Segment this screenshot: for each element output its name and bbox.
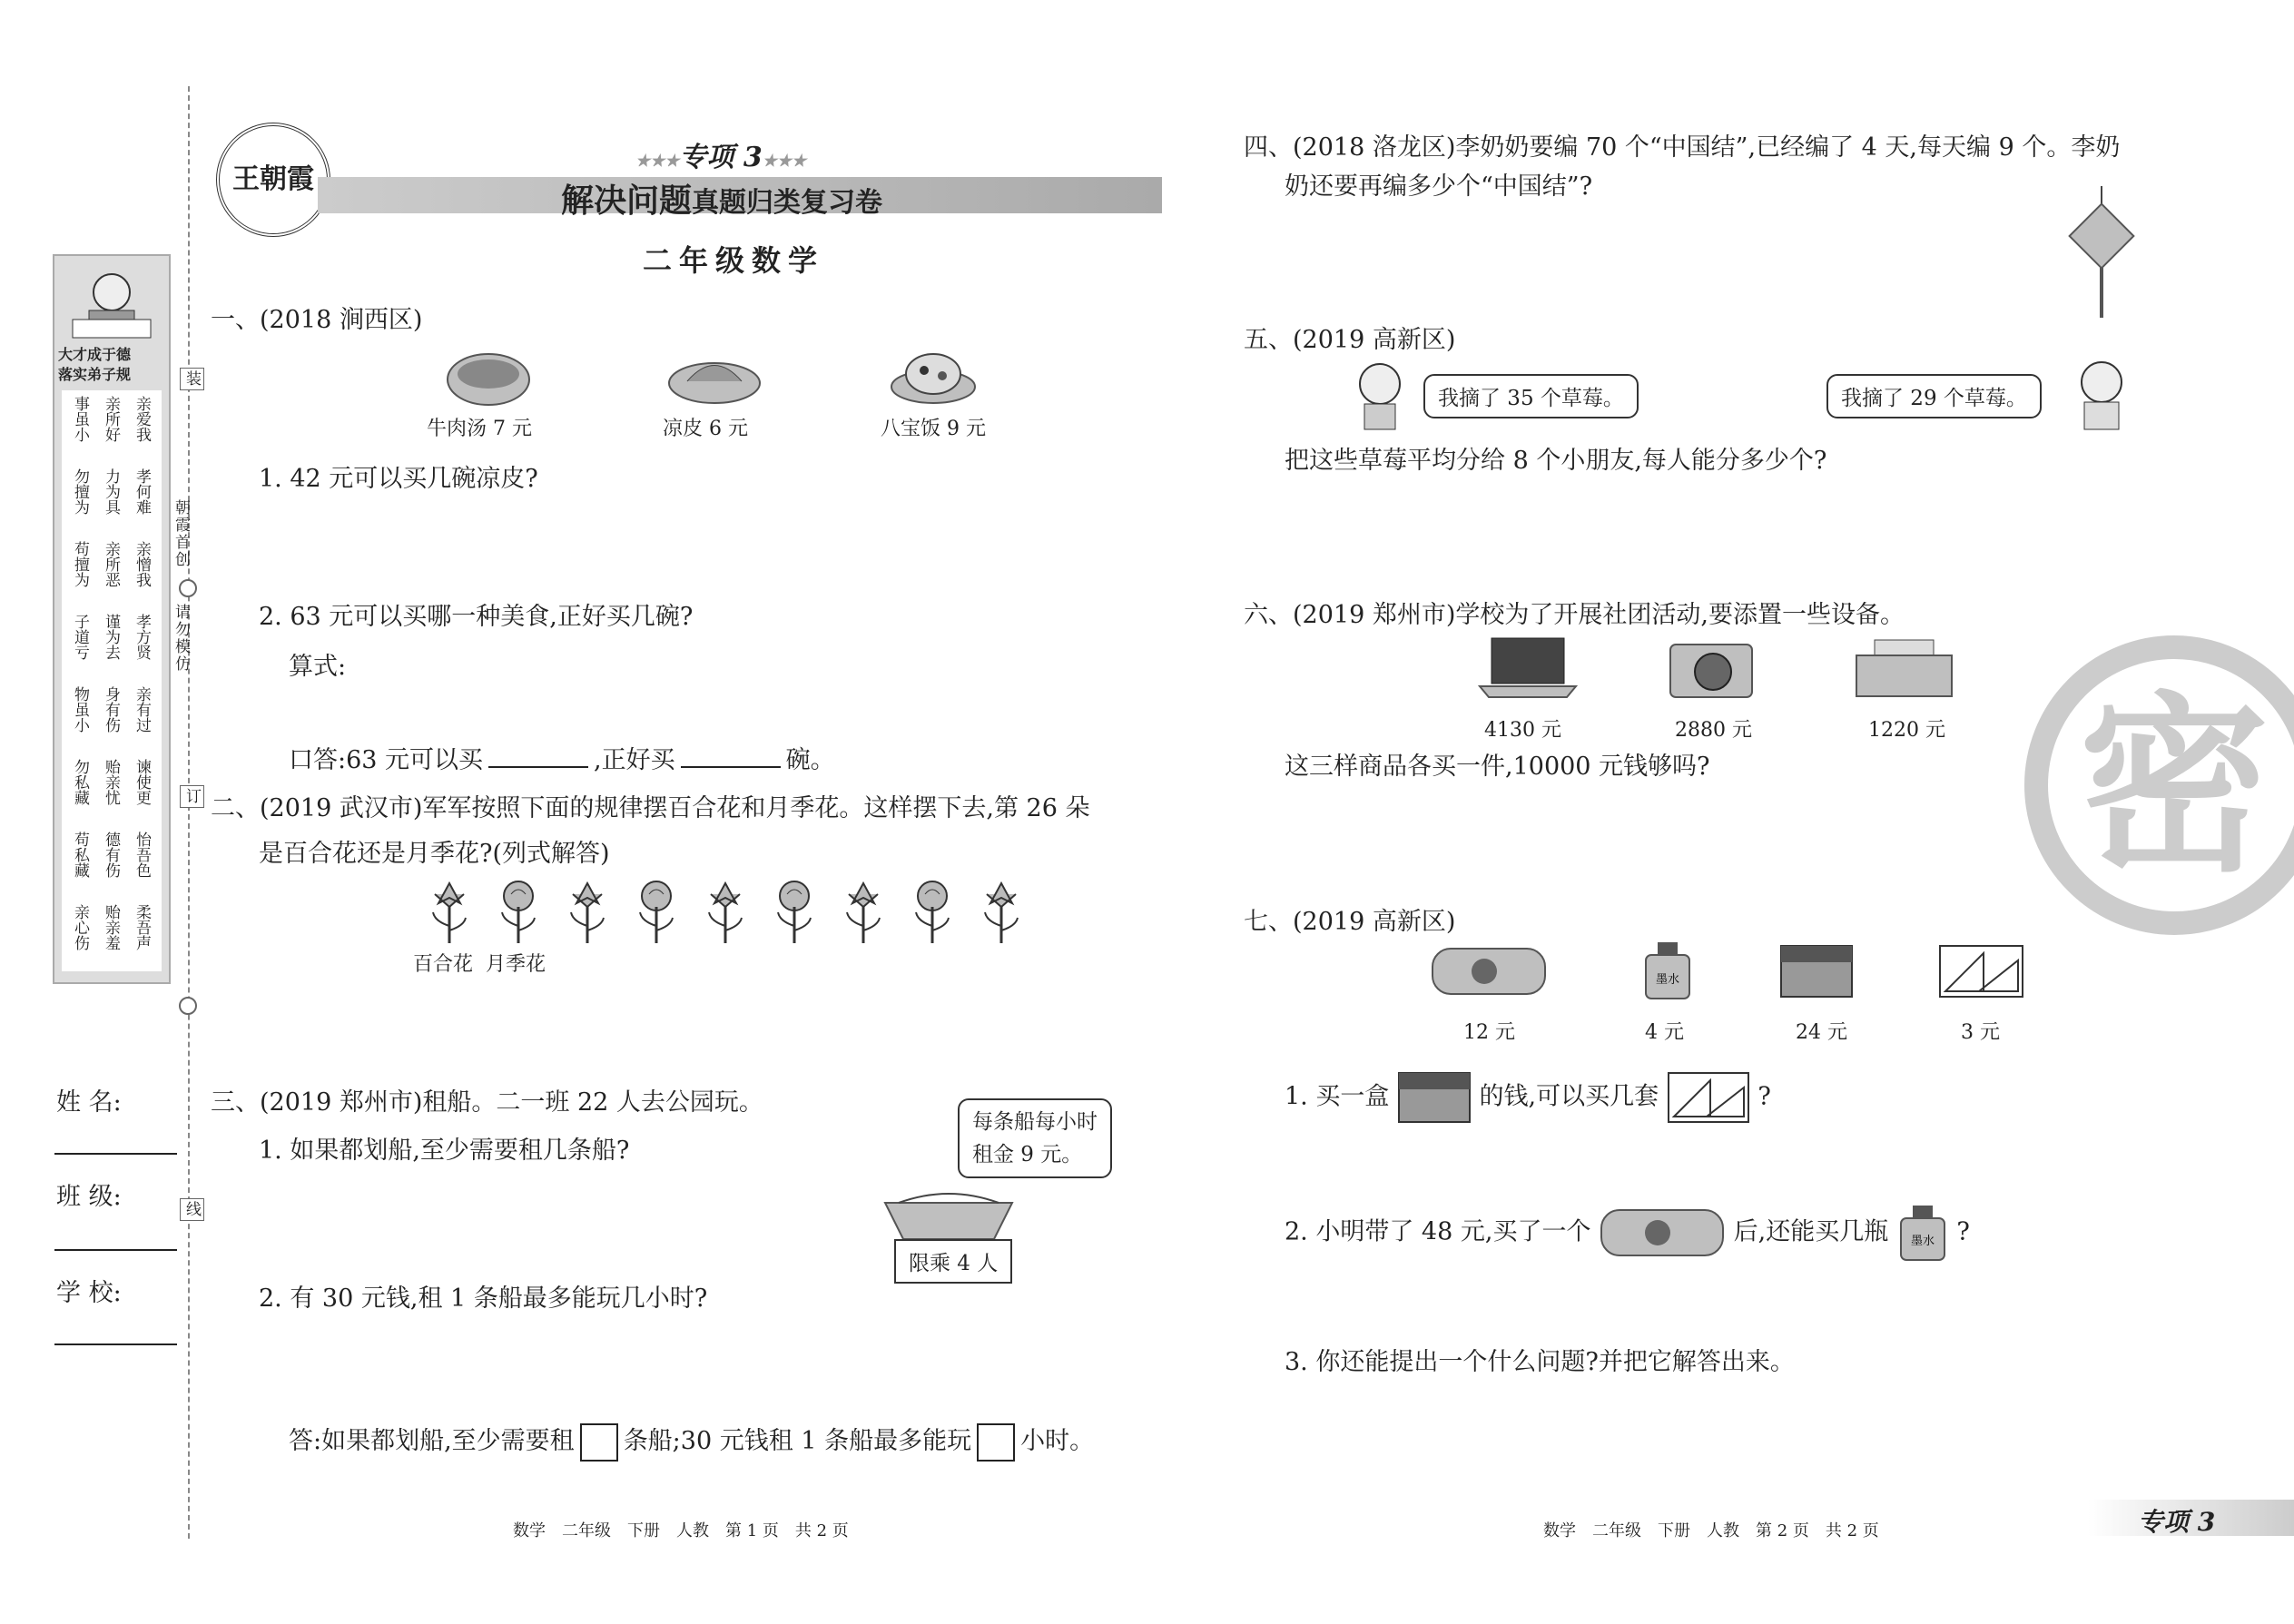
price-triangles: 3 元 [1961,1021,2000,1044]
q2-head: 二、(2019 武汉市)军军按照下面的规律摆百合花和月季花。这样摆下去,第 26 朵 [211,794,1090,822]
verse-cell: 贻亲忧 [102,759,120,805]
price-laptop: 4130 元 [1484,719,1561,742]
rice-pudding-icon [888,343,979,407]
verse-cell: 力为具 [102,468,120,515]
price-ink: 4 元 [1645,1021,1684,1044]
svg-text:墨水: 墨水 [1910,1234,1935,1247]
school-label: 学 校: [56,1279,122,1307]
verse-cell: 苟擅为 [71,541,89,587]
binding-line [188,86,190,1539]
verse-cell: 亲憎我 [133,541,151,587]
binding-hole-1 [179,579,197,597]
binding-mark-3: 线 [180,1198,204,1221]
svg-text:墨水: 墨水 [1655,972,1680,986]
verse-grid [62,390,162,971]
answer-blank-food[interactable] [488,766,588,768]
q4-line2: 奶还要再编多少个“中国结”? [1285,172,1593,201]
school-field[interactable] [54,1343,177,1345]
triangle-set-inline-icon [1667,1071,1750,1124]
q4-head: 四、(2018 洛龙区)李奶奶要编 70 个“中国结”,已经编了 4 天,每天编 9 个。李奶 [1244,133,2121,162]
price-crayons: 24 元 [1796,1021,1847,1044]
verse-cell: 亲心伤 [71,904,89,950]
edge-note-1: 朝霞首创 [172,499,190,568]
verse-cell: 亲爱我 [133,396,151,442]
verse-cell: 怡吾色 [133,832,151,878]
verse-cell: 孝方贤 [133,614,151,660]
subtitle: 二年级数学 [643,243,825,278]
q5-head: 五、(2019 高新区) [1244,326,1456,354]
edge-note-2: 请勿模仿 [172,604,190,673]
footer-left: 数学 二年级 下册 人教 第 1 页 共 2 页 [513,1521,849,1540]
q3-answer: 答:如果都划船,至少需要租 条船;30 元钱租 1 条船最多能玩 小时。 [289,1421,1094,1462]
answer-blank-bowls[interactable] [681,766,781,768]
class-field[interactable] [54,1249,177,1251]
verse-cell: 贻亲羞 [102,904,120,950]
q7-sub3: 3. 你还能提出一个什么问题?并把它解答出来。 [1285,1348,1795,1376]
q1-sub1: 1. 42 元可以买几碗凉皮? [259,465,538,493]
q7-head: 七、(2019 高新区) [1244,908,1456,936]
q1-sub2: 2. 63 元可以买哪一种美食,正好买几碗? [259,603,694,631]
boy-icon [1348,359,1412,431]
beef-soup-icon [443,345,534,408]
q3-sub1: 1. 如果都划船,至少需要租几条船? [259,1137,630,1165]
pencil-case-icon [1430,944,1548,999]
verse-cell: 身有伤 [102,686,120,733]
q3-head: 三、(2019 郑州市)租船。二一班 22 人去公园玩。 [211,1088,763,1117]
food-label-3: 八宝饭 9 元 [881,418,986,440]
rose-flower-icon [629,876,684,947]
verse-cell: 柔吾声 [133,904,151,950]
girl-icon [2070,357,2133,431]
binding-mark-1: 装 [180,368,204,390]
motto-top: 大才成于德 [58,346,132,363]
rose-flower-icon [905,876,960,947]
price-printer: 1220 元 [1868,719,1945,742]
rose-flower-icon [767,876,822,947]
chinese-knot-icon [2065,186,2138,322]
q1-head: 一、(2018 涧西区) [211,306,423,334]
food-label-1: 牛肉汤 7 元 [427,418,532,440]
crayon-box-inline-icon [1397,1071,1472,1124]
rose-label: 月季花 [486,953,546,976]
secret-watermark: 密 [2024,635,2294,935]
name-label: 姓 名: [56,1088,122,1117]
scholar-icon [54,256,169,347]
binding-mark-2: 订 [180,785,204,808]
class-label: 班 级: [56,1183,122,1211]
series-label: ★★★专项 3★★★ [635,142,807,173]
laptop-icon [1478,634,1578,702]
boy-speech: 我摘了 35 个草莓。 [1423,374,1639,418]
name-field[interactable] [54,1153,177,1155]
answer-box-boats[interactable] [580,1423,618,1462]
camera-icon [1666,635,1757,701]
page-title: 解决问题真题归类复习卷 [561,182,883,220]
answer-box-hours[interactable] [977,1423,1015,1462]
q6-head: 六、(2019 郑州市)学校为了开展社团活动,要添置一些设备。 [1244,601,1905,629]
q1-answer: 口答:63 元可以买 ,正好买 碗。 [289,746,835,774]
sidebar-panel [53,254,171,984]
triangle-set-icon [1938,944,2024,999]
verse-cell: 亲所好 [102,396,120,442]
price-pencil-case: 12 元 [1463,1021,1515,1044]
price-camera: 2880 元 [1675,719,1752,742]
flower-row [422,876,1058,949]
verse-cell: 德有伤 [102,832,120,878]
ink-bottle-icon [1641,940,1694,1001]
lily-flower-icon [698,876,753,947]
lily-label: 百合花 [413,953,474,976]
crayon-box-icon [1779,944,1854,999]
q3-sub2: 2. 有 30 元钱,租 1 条船最多能玩几小时? [259,1284,708,1313]
verse-cell: 物虽小 [71,686,89,733]
printer-icon [1852,635,1956,701]
q1-formula: 算式: [289,653,347,681]
q7-sub1: 1. 买一盒 的钱,可以买几套 ? [1285,1071,1771,1124]
verse-cell: 谏使更 [133,759,151,805]
lily-flower-icon [974,876,1029,947]
verse-cell: 子道亏 [71,614,89,660]
lily-flower-icon [560,876,615,947]
logo [216,123,330,237]
q2-line2: 是百合花还是月季花?(列式解答) [259,840,610,868]
verse-cell: 亲所恶 [102,541,120,587]
logo-text: 王朝霞 [232,163,314,195]
rent-bubble: 每条船每小时 租金 9 元。 [958,1098,1112,1178]
ink-bottle-inline-icon [1896,1203,1949,1263]
q6-question: 这三样商品各买一件,10000 元钱够吗? [1285,753,1710,781]
verse-cell: 勿擅为 [71,468,89,515]
pencil-case-inline-icon [1599,1206,1726,1260]
verse-cell: 谨为去 [102,614,120,660]
verse-cell: 亲有过 [133,686,151,733]
boat-icon [881,1189,1017,1244]
liangpi-icon [665,345,764,408]
boat-limit-label: 限乘 4 人 [894,1239,1012,1284]
verse-cell: 勿私藏 [71,759,89,805]
footer-tag: 专项 3 [2138,1507,2216,1537]
lily-flower-icon [836,876,891,947]
footer-right: 数学 二年级 下册 人教 第 2 页 共 2 页 [1543,1521,1879,1540]
food-label-2: 凉皮 6 元 [663,418,748,440]
lily-flower-icon [422,876,477,947]
verse-cell: 苟私藏 [71,832,89,878]
q7-sub2: 2. 小明带了 48 元,买了一个 后,还能买几瓶 墨水 ? [1285,1203,1970,1263]
rose-flower-icon [491,876,546,947]
verse-cell: 孝何难 [133,468,151,515]
binding-hole-2 [179,997,197,1015]
girl-speech: 我摘了 29 个草莓。 [1826,374,2042,418]
q5-question: 把这些草莓平均分给 8 个小朋友,每人能分多少个? [1285,447,1827,475]
motto-bottom: 落实弟子规 [58,366,132,383]
verse-cell: 事虽小 [71,396,89,442]
